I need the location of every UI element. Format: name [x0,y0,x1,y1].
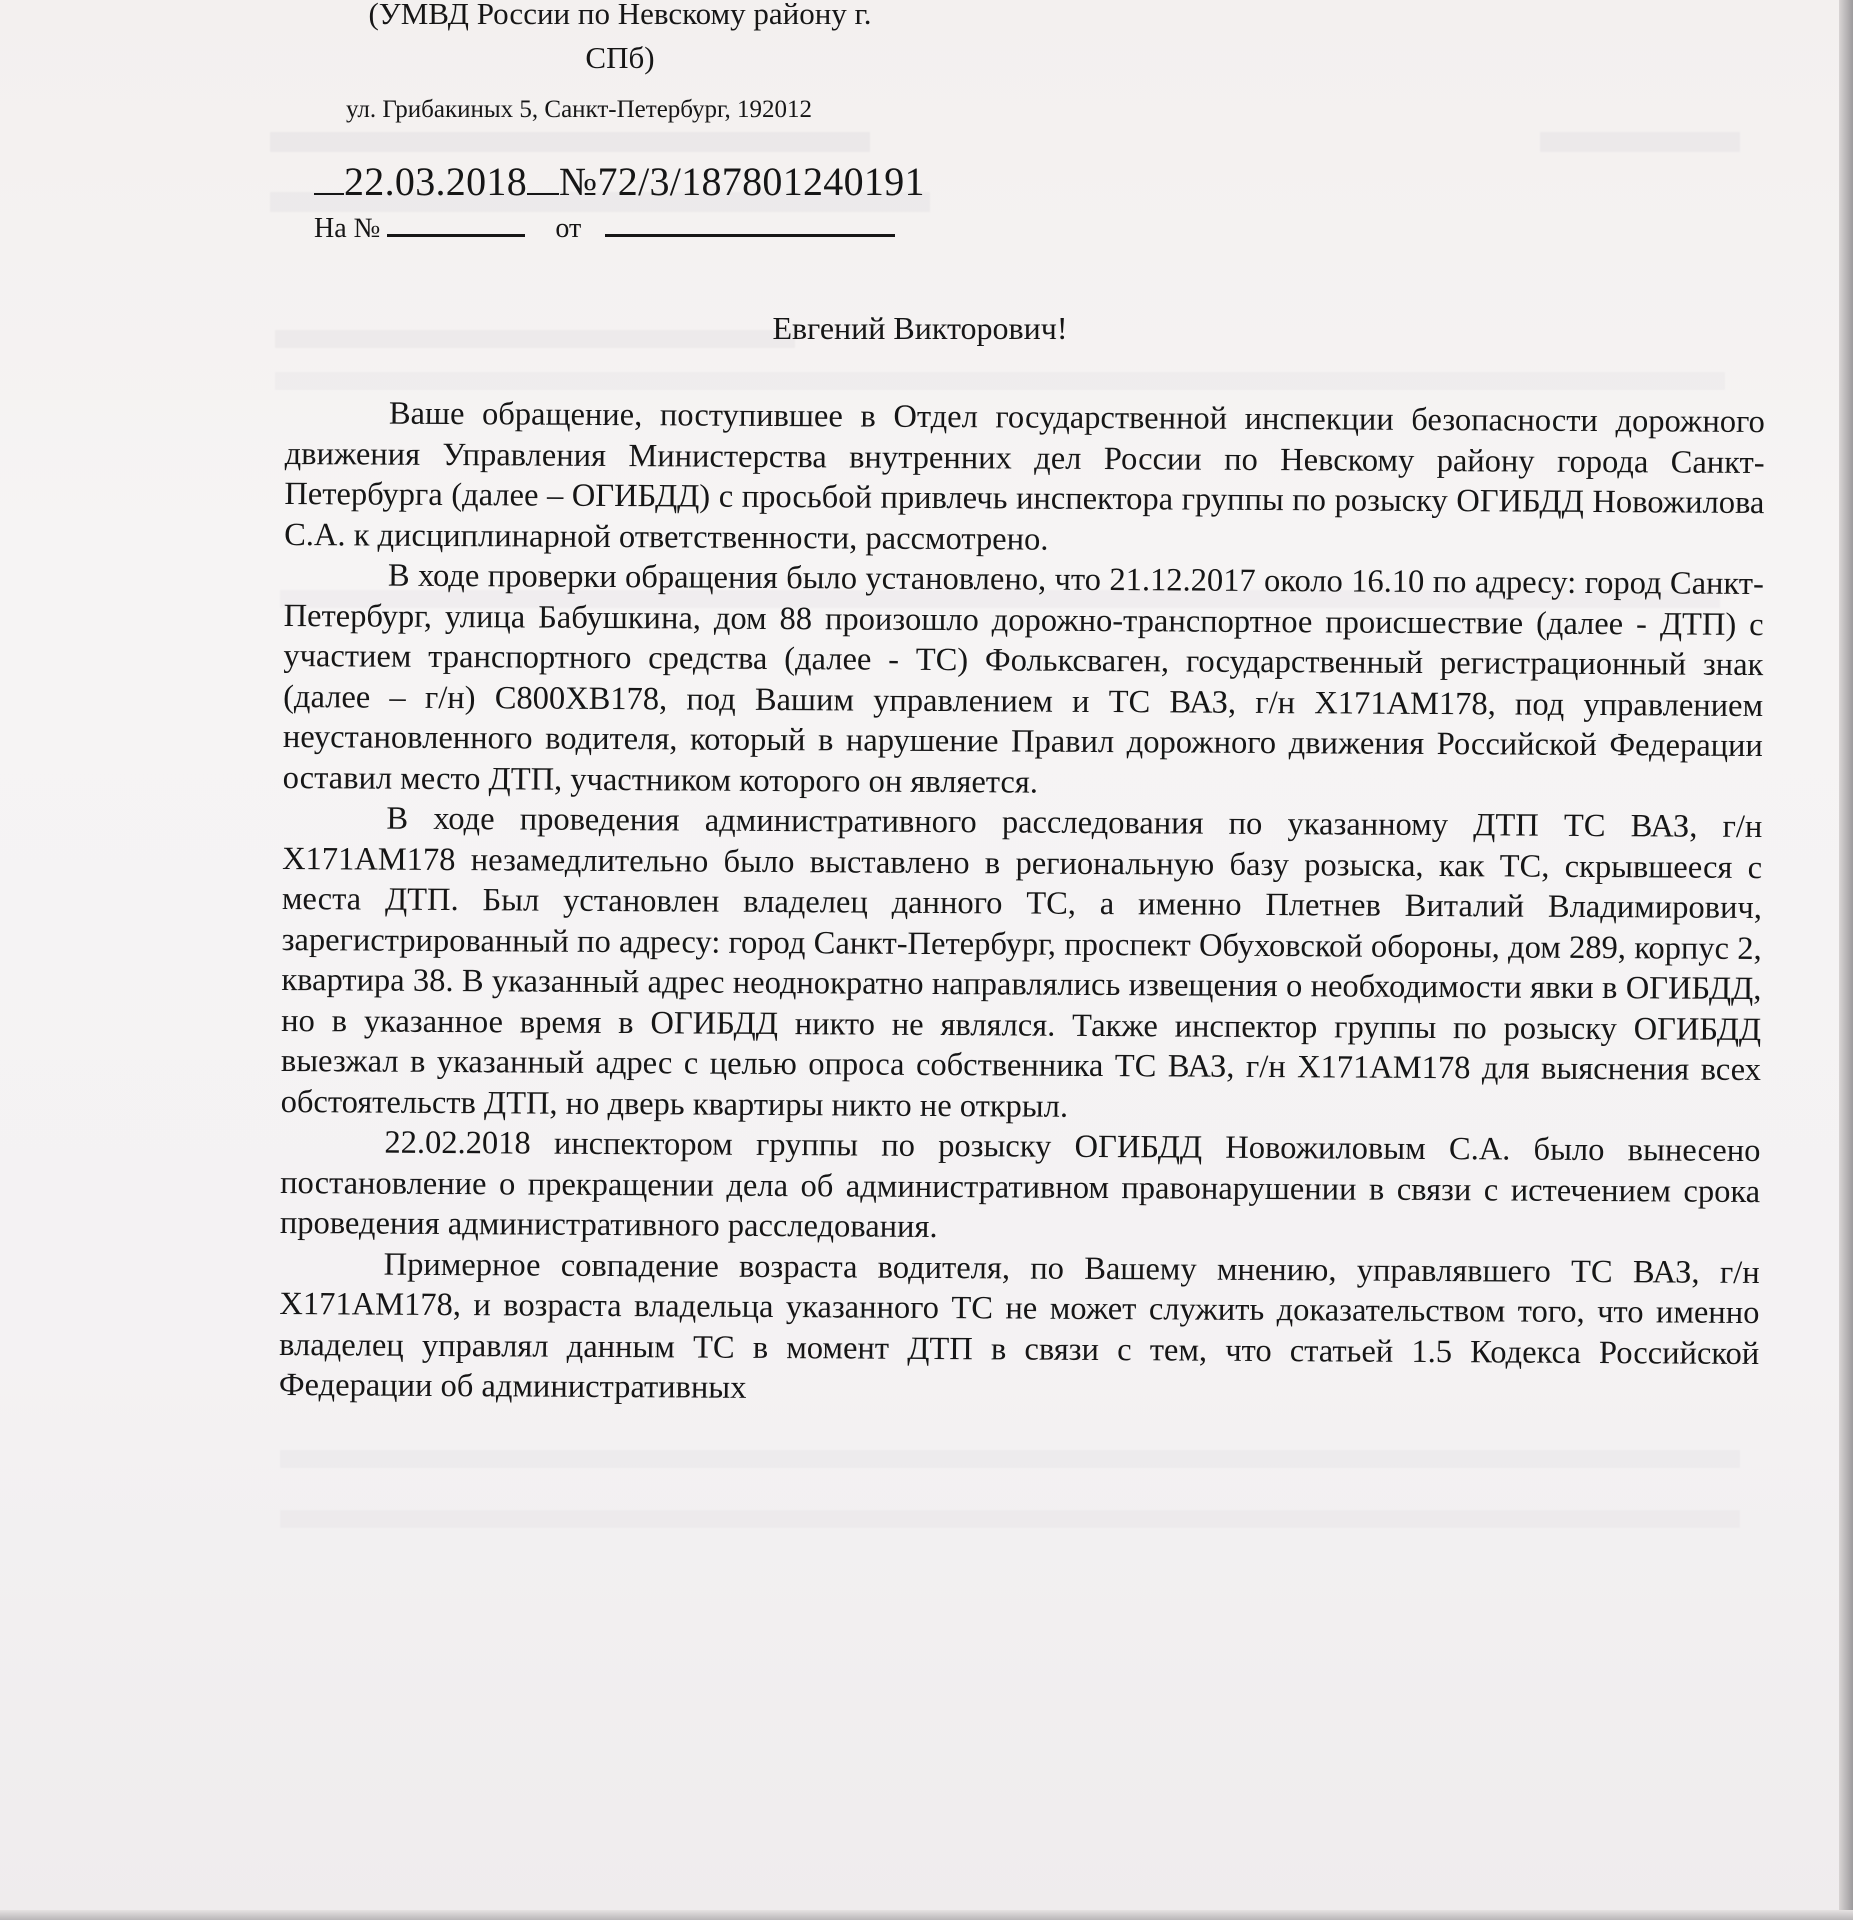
reference-from-label: от [555,213,582,244]
reference-label: На № [314,213,381,244]
scan-edge-shadow [1839,0,1853,1920]
agency-name-line1: (УМВД России по Невскому району г. [368,0,872,31]
bleed-through-mark [270,132,870,152]
letter-paragraph: Ваше обращение, поступившее в Отдел государственной инспекции безопасности дорожного движения Управления Министерства внутренних дел России по Невскому району города Санкт-Петербурга (далее – ОГИБДД) с просьбой привлечь инспектора группы по розыску ОГИБДД Новожилова С.А. к дисциплинарной ответственности, рассмотрено. [284,395,1765,558]
registration-date: 22.03.2018 [344,159,527,204]
letter-paragraph: В ходе проведения административного расследования по указанному ДТП ТС ВАЗ, г/н Х171АМ178 незамедлительно было выставлено в региональную базу розыска, как ТС, скрывшееся с места ДТП. Был установлен владелец данного ТС, а именно Плетнев Виталий Владимирович, зарегистрированный по адресу: город Санкт-Петербург, проспект Обуховской обороны, дом 289, корпус 2, квартира 38. В указанный адрес неоднократно направлялись извещения о необходимости явки в ОГИБДД, но в указанное время в ОГИБДД никто не являлся. Также инспектор группы по розыску ОГИБДД выезжал в указанный адрес с целью опроса собственника ТС ВАЗ, г/н Х171АМ178 для выяснения всех обстоятельств ДТП, но дверь квартиры никто не открыл. [280,800,1763,1125]
registration-number: №72/3/187801240191 [559,159,925,204]
letter-paragraph: В ходе проверки обращения было установлено, что 21.12.2017 около 16.10 по адресу: город Санкт-Петербург, улица Бабушкина, дом 88 произошло дорожно-транспортное происшествие (далее - ДТП) с участием транспортного средства (далее - ТС) Фольксваген, государственный регистрационный знак (далее – г/н) С800ХВ178, под Вашим управлением и ТС ВАЗ, г/н Х171АМ178, под управлением неустановленного водителя, который в нарушение Правил дорожного движения Российской Федерации оставил место ДТП, участником которого он является. [282,557,1764,801]
agency-name [300,0,940,80]
scan-edge-shadow [0,1910,1853,1920]
agency-name-line2: СПб) [585,40,655,75]
registration-line [314,158,925,205]
letter-body [277,393,1765,1732]
salutation: Евгений Викторович! [772,310,1068,346]
letter-paragraph: 22.02.2018 инспектором группы по розыску ОГИБДД Новожиловым С.А. было вынесено постановление о прекращении дела об административном правонарушении в связи с истечением срока проведения административного расследования. [279,1124,1761,1246]
reference-line [314,212,895,245]
agency-address: ул. Грибакиных 5, Санкт-Петербург, 192012 [346,96,812,123]
registration-underline [314,163,344,195]
reference-number-blank [387,212,525,237]
letter-paragraph: Примерное совпадение возраста водителя, по Вашему мнению, управлявшего ТС ВАЗ, г/н Х171АМ178, и возраста владельца указанного ТС не может служить доказательством того, что именно владелец управлял данным ТС в момент ДТП в связи с тем, что статьей 1.5 Кодекса Российской Федерации об административных [278,1246,1760,1406]
bleed-through-mark [275,372,1725,390]
reference-date-blank [605,212,895,237]
registration-underline [527,163,559,195]
bleed-through-mark [1540,132,1740,152]
